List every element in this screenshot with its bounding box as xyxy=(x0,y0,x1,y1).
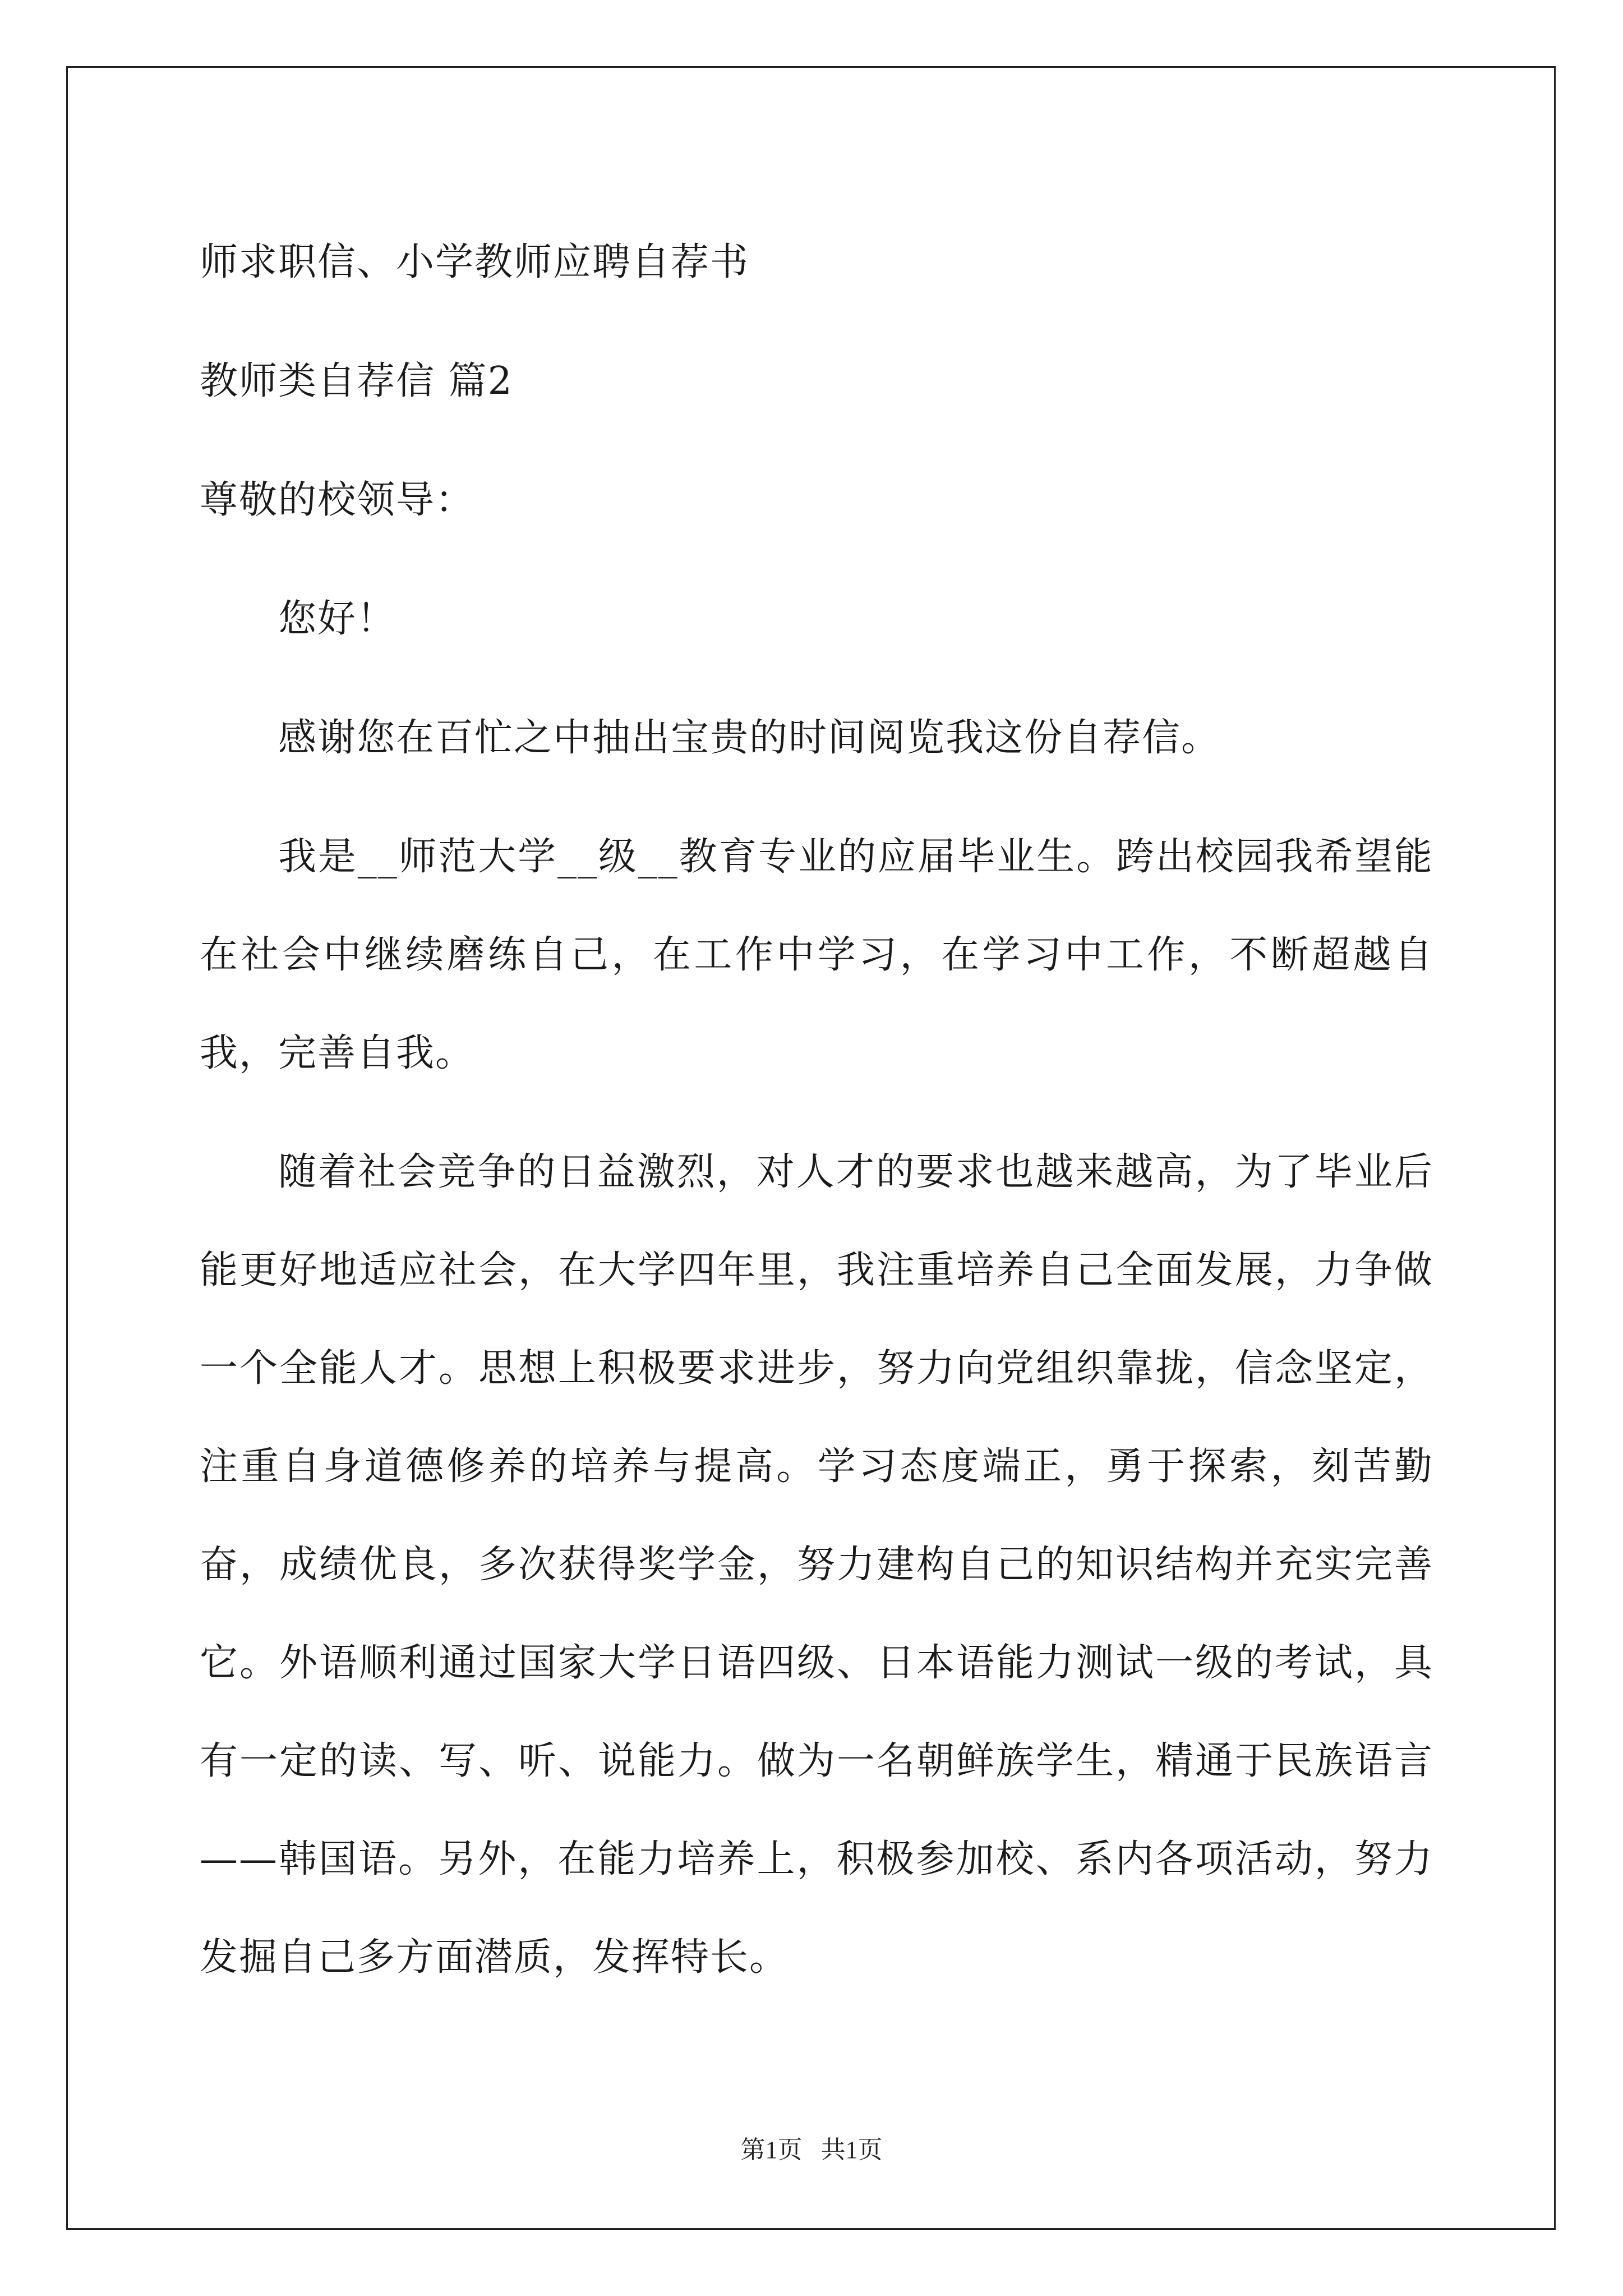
greeting-paragraph: 您好！ xyxy=(278,597,396,641)
page-footer: 第1页 共1页 xyxy=(740,2136,883,2164)
intro-paragraph: 我是__师范大学__级__教育专业的应届毕业生。跨出校园我希望能在社会中继续磨练自己，在工作中学习，在学习中工作，不断超越自我，完善自我。 xyxy=(200,835,1433,1075)
heading-line-1: 师求职信、小学教师应聘自荐书 xyxy=(200,240,750,284)
heading-line-2: 教师类自荐信 篇2 xyxy=(200,359,513,403)
thanks-paragraph: 感谢您在百忙之中抽出宝贵的时间阅览我这份自荐信。 xyxy=(278,716,1221,760)
development-paragraph: 随着社会竞争的日益激烈，对人才的要求也越来越高，为了毕业后能更好地适应社会，在大学四年里，我注重培养自己全面发展，力争做一个全能人才。思想上积极要求进步，努力向党组织靠拢，信念坚定，注重自身道德修养的培养与提高。学习态度端正，勇于探索，刻苦勤奋，成绩优良，多次获得奖学金，努力建构自己的知识结构并充实完善它。外语顺利通过国家大学日语四级、日本语能力测试一级的考试，具有一定的读、写、听、说能力。做为一名朝鲜族学生，精通于民族语言——韩国语。另外，在能力培养上，积极参加校、系内各项活动，努力发掘自己多方面潜质，发挥特长。 xyxy=(200,1150,1433,1980)
salutation: 尊敬的校领导： xyxy=(200,478,475,522)
document-body xyxy=(200,213,1433,2007)
